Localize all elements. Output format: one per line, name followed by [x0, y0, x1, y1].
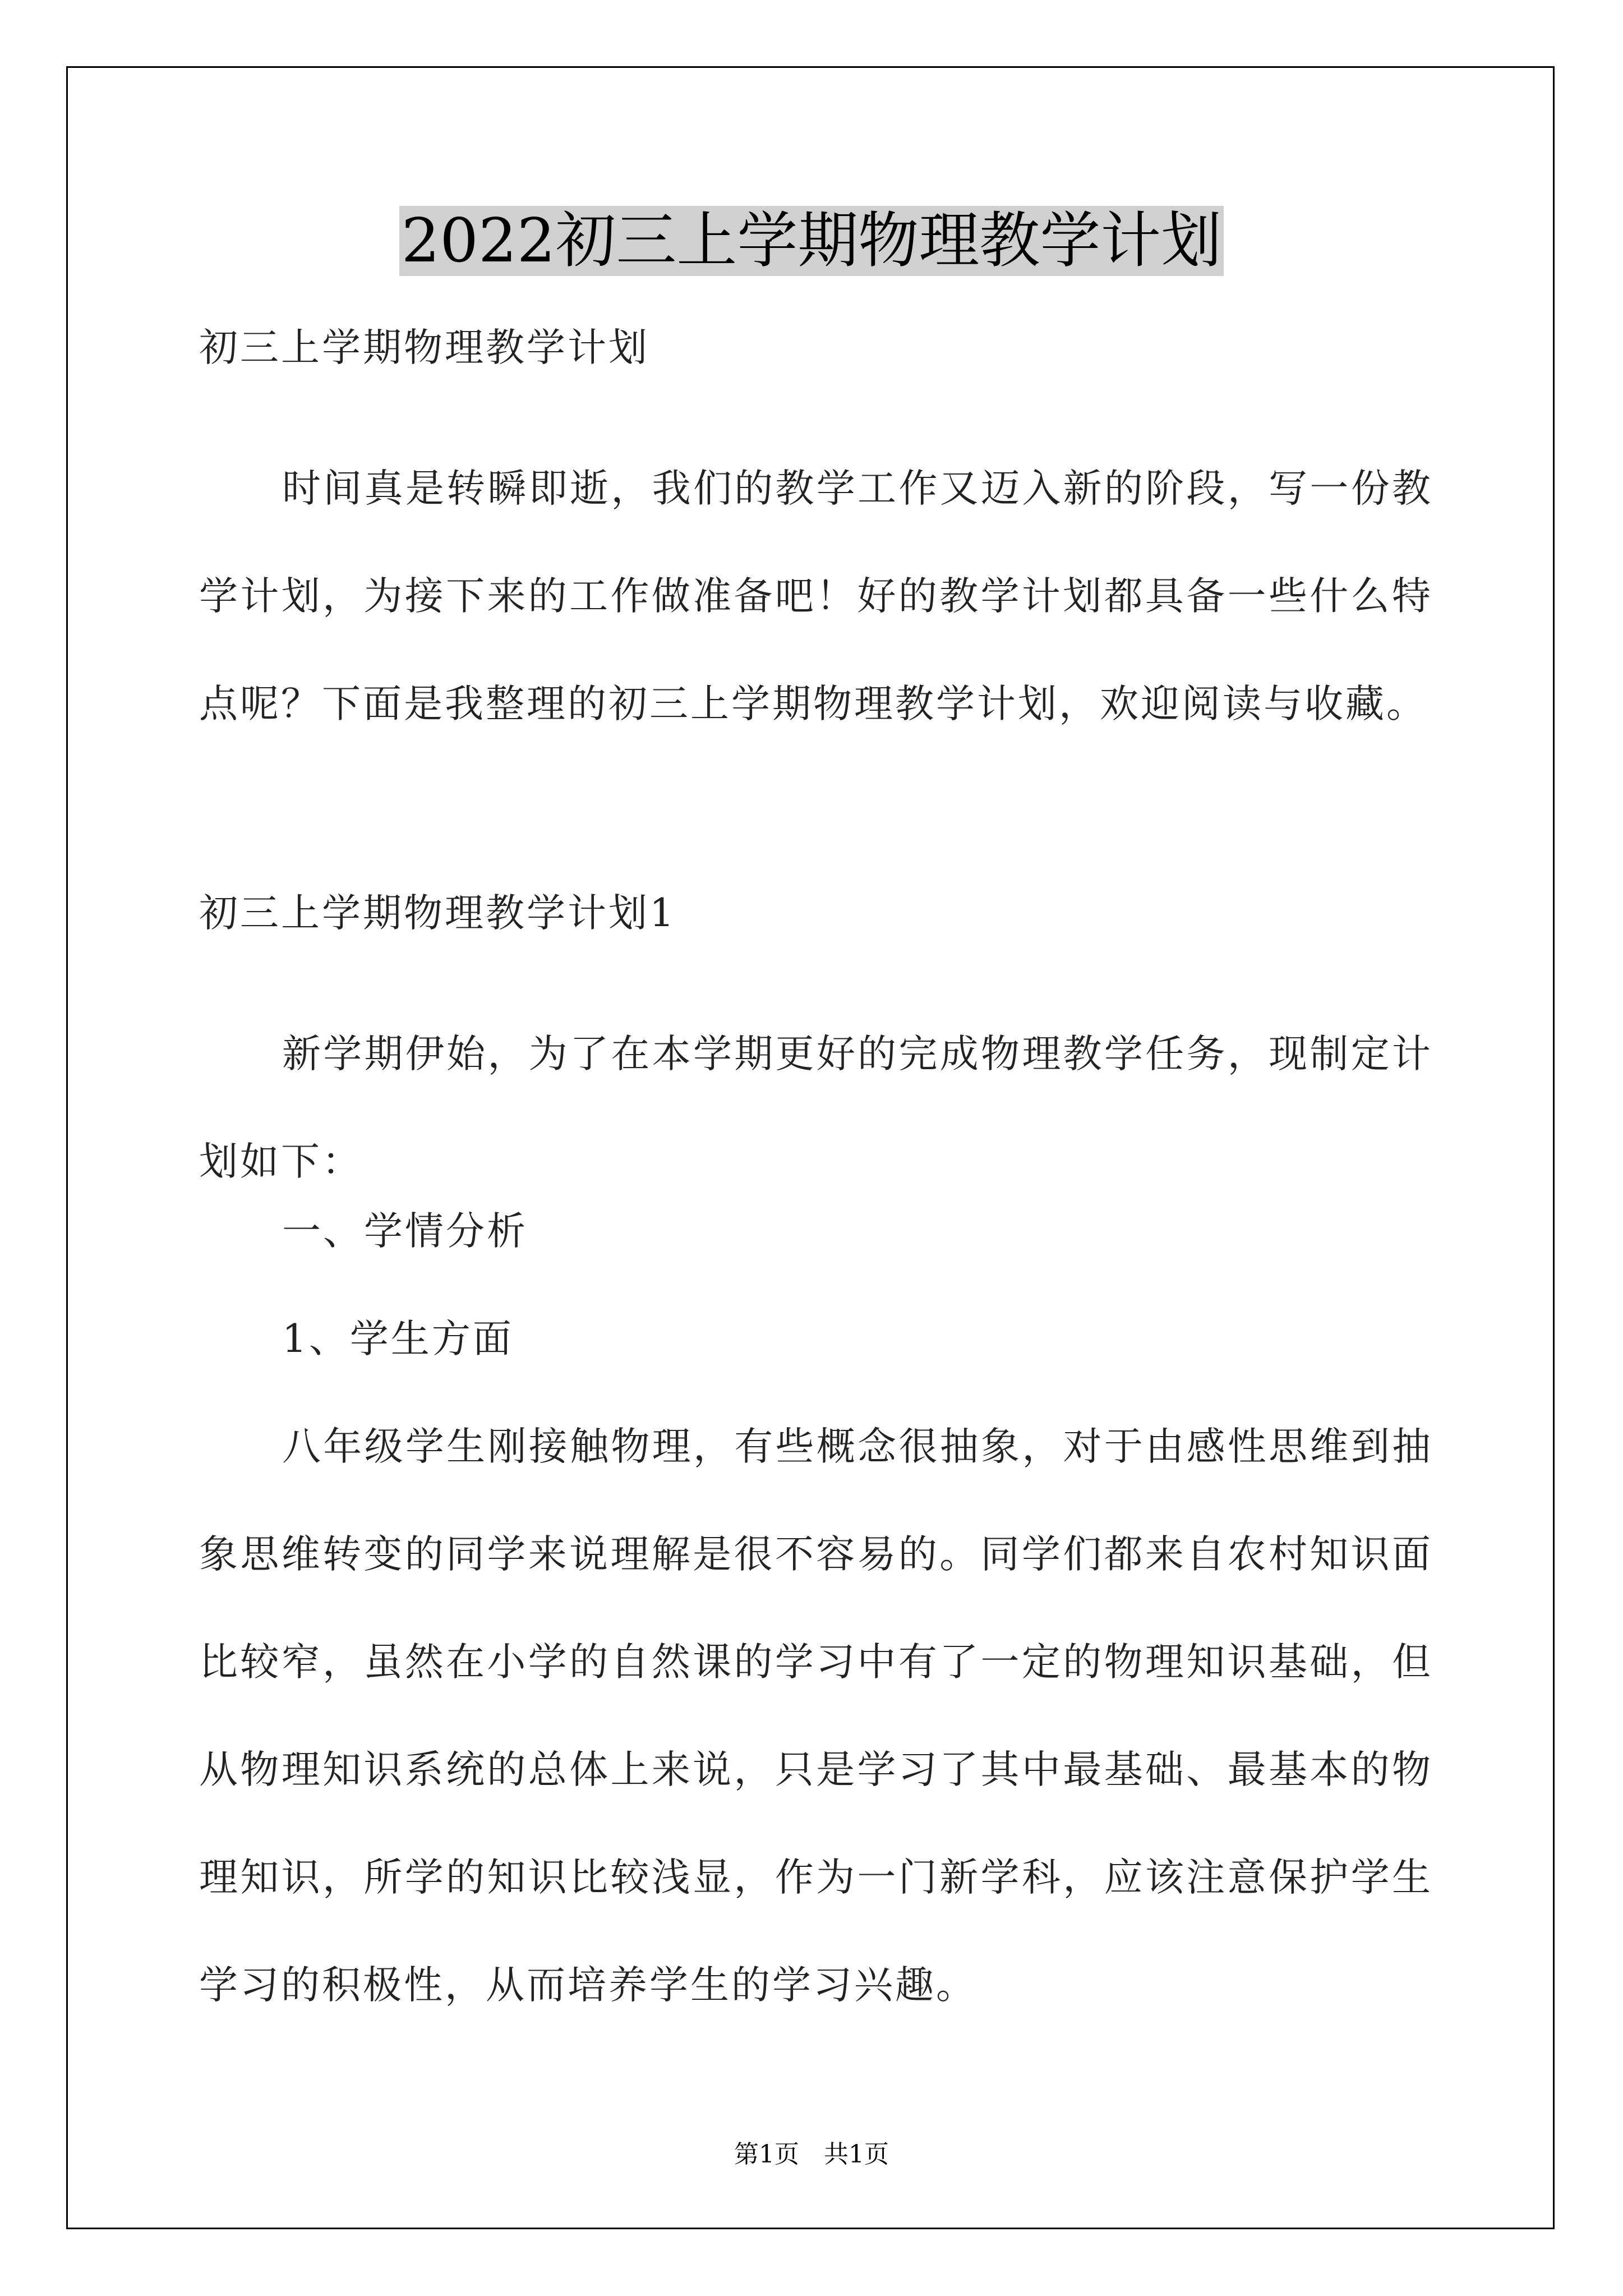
subtitle-paragraph: 初三上学期物理教学计划 [199, 325, 649, 370]
plan-intro-paragraph: 新学期伊始，为了在本学期更好的完成物理教学任务，现制定计划如下： [199, 1032, 1433, 1184]
page-footer: 第1页 共1页 [734, 2140, 889, 2169]
subheading-students: 1、学生方面 [282, 1317, 514, 1361]
intro-paragraph: 时间真是转瞬即逝，我们的教学工作又迈入新的阶段，写一份教学计划，为接下来的工作做准备吧！好的教学计划都具备一些什么特点呢？下面是我整理的初三上学期物理教学计划，欢迎阅读与收藏。 [199, 466, 1433, 726]
section-heading: 初三上学期物理教学计划1 [199, 891, 676, 936]
document-title-text: 2022初三上学期物理教学计划 [399, 206, 1224, 276]
subheading-analysis: 一、学情分析 [282, 1209, 528, 1254]
students-paragraph: 八年级学生刚接触物理，有些概念很抽象，对于由感性思维到抽象思维转变的同学来说理解是很不容易的。同学们都来自农村知识面比较窄，虽然在小学的自然课的学习中有了一定的物理知识基础，但从物理知识系统的总体上来说，只是学习了其中最基础、最基本的物理知识，所学的知识比较浅显，作为一门新学科，应该注意保护学生学习的积极性，从而培养学生的学习兴趣。 [199, 1424, 1433, 2008]
document-title [0, 205, 1623, 278]
